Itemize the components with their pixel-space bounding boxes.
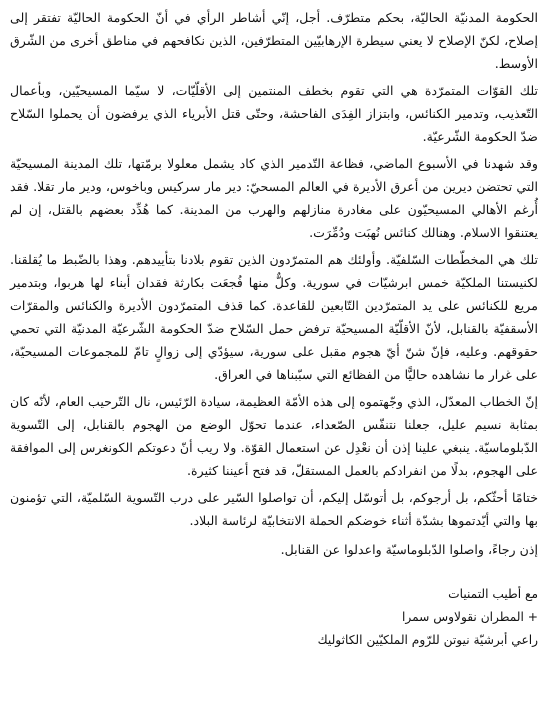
signature-block	[10, 583, 538, 652]
signer-name: + المطران نقولاوس سمرا	[402, 610, 538, 624]
paragraph-7: إذن رجاءً، واصلوا الدّبلوماسيّة واعدلوا عن القنابل.	[280, 542, 538, 557]
paragraph-6: ختامًا أحثّكم، بل أرجوكم، بل أتوسّل إليكم، أن تواصلوا السّير على درب التّسوية السّلميّة، التي تؤمنون بها والتي أيّدتموها بشدّة أثناء خوضكم الحملة الانتخابيّة لرئاسة البلاد.	[10, 490, 538, 528]
signer-title: راعي أبرشيّة نيوتن للرّوم الملكيّين الكاثوليك	[317, 633, 538, 647]
closing-greeting: مع أطيب التمنيات	[448, 587, 538, 601]
paragraph-4: تلك هي المخطّطات السّلفيّة. وأولئك هم المتمرّدون الذين تقوم بلادنا بتأييدهم. وهذا بالضّبط ما يُقلقنا. لكنيستنا الملكيّة خمس ابرشيّات في سورية. وكلٌّ منها فُجعَت بكارثة فقدان أبناء لها هربوا، وبتدمير مريع للكنائس على يد المتمرّدين التّابعين للقاعدة. كما قذف المتمرّدون الأديرة والكنائس والمقرّات الأسقفيّة بالقنابل، لأنّ الأقلّيّة المسيحيّة ترفض حمل السّلاح ضدّ الحكومة الشّرعيّة المدنيّة التي تحمي حقوقهم. وعليه، فإنّ شنّ أيّ هجوم مقبل على سورية، سيؤدّي إلى زوالٍ تامّ للمجموعات المسيحيّة، على غرار ما نشاهده حاليًّا من الفظائع التي سبّبناها في العراق.	[10, 252, 538, 382]
paragraph-1: الحكومة المدنيّة الحاليّة، بحكم متطرّف. أجل، إنّي أشاطر الرأي في أنّ الحكومة الحاليّة تفتقر إلى إصلاح، لكنّ الإصلاح لا يعني سيطرة الإرهابيّين المتطرّفين، الذين نكافحهم في مناطق أخرى من الشّرق الأوسط.	[10, 10, 538, 71]
paragraph-5: إنّ الخطاب المعدّل، الذي وجّهتموه إلى هذه الأمّة العظيمة، سيادة الرّئيس، نال التّرحيب العام، لأنّه كان بمثابة نسيم عليل، جعلنا نتنفّس الصّعداء، عندما تحوّل الوضع من الهجوم بالقنابل، إلى التّسوية الدّبلوماسيّة. ينبغي علينا إذن أن نعْدِل عن استعمال القوّة. ولا ريب أنّ دعوتكم الكونغرس إلى الموافقة على الهجوم، بدلًا من انفرادكم بالعمل المستقلّ، قد فتح أعيننا كثيرة.	[10, 394, 538, 478]
paragraph-3: وقد شهدنا في الأسبوع الماضي، فظاعة التّدمير الذي كاد يشمل معلولا برمّتها، تلك المدينة المسيحيّة التي تحتضن ديرين من أعرق الأديرة في العالم المسحيّ: دير مار سركيس وباخوس، ودير مار تقلا. فقد أُرغم الأهالي المسيحيّون على مغادرة منازلهم والهرب من المدينة. كما هُدِّد بعضهم بالقتل، إن لم يعتنقوا الاسلام. وهنالك كنائس نُهبَت ودُمِّرَت.	[10, 156, 538, 240]
paragraph-2: تلك القوّات المتمرّدة هي التي تقوم بخطف المنتمين إلى الأقلّيّات، لا سيّما المسيحيّين، وبأعمال التّعذيب، وتدمير الكنائس، وابتزاز الفِدَى الفاحشة، وحتّى قتل الأبرياء الذي يرفضون أن يحملوا السّلاح ضدّ الحكومة الشّرعيّة.	[10, 83, 538, 144]
